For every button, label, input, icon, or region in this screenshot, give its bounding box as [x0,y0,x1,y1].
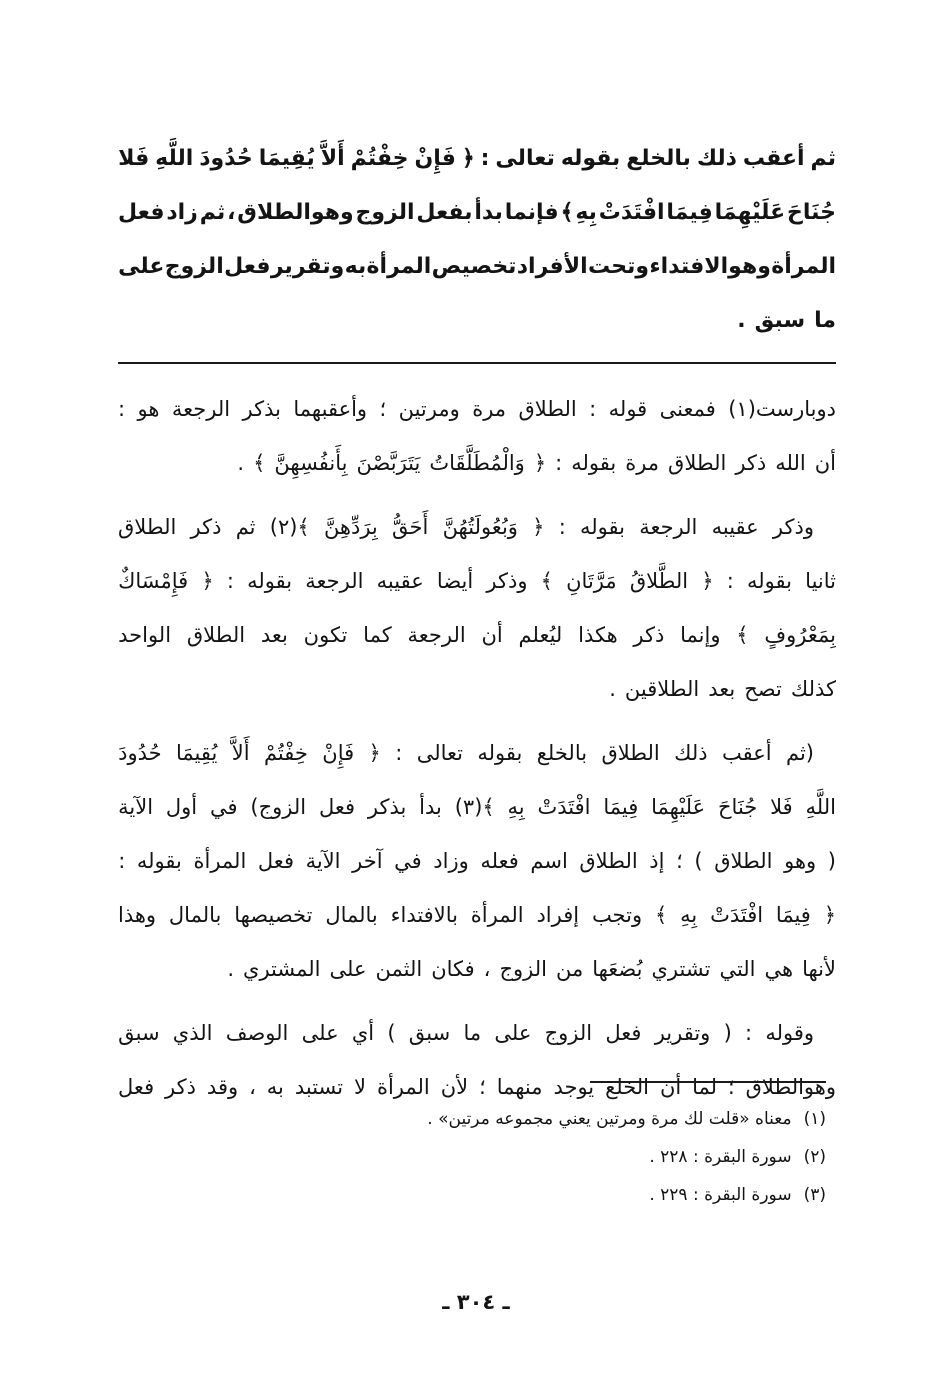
word: الزوج [355,200,415,225]
main-text-line [118,186,836,240]
word: لا [354,1075,367,1099]
word: بقوله [477,741,523,765]
word: في [394,849,422,873]
word: عَلَيْهِمَا [714,200,786,225]
main-text-separator [118,362,836,364]
word: المرأة [193,849,247,873]
word: حُدُودَ [118,741,162,765]
word: على [301,1021,339,1045]
word: افْتَدَتْ [598,200,665,225]
word: ومرتين [398,397,460,421]
commentary-line [118,942,836,996]
word: بِهِ [680,903,698,927]
word: : [480,146,490,171]
word: ) [387,1021,396,1045]
word: الرجعة [171,397,231,421]
word: أي [351,1021,375,1045]
word: اسم [530,849,568,873]
word: فمعنى [659,397,716,421]
word: جُنَاحَ [718,795,758,819]
commentary-line [118,662,836,716]
word: المرأة [771,254,836,279]
word: الطلاق [668,451,727,475]
word: الطلاقين [624,677,700,701]
word: عقيبه [376,569,424,593]
word: بعد [260,623,288,647]
word: : [558,515,566,539]
word: فكان [431,957,475,981]
word: ﴿ [461,146,475,171]
word: الله [775,451,806,475]
word: ذكر [633,623,665,647]
commentary-line [118,726,836,780]
word: المرأة [366,254,432,279]
word: المشتري [243,957,321,981]
word: بذكر [242,397,281,421]
word: وتقرير [270,254,345,279]
word: ﴿ [823,903,836,927]
commentary-line [118,554,836,608]
word: زاد [166,200,198,225]
commentary-paragraph [118,1006,836,1114]
footnote-number: (١) [803,1109,826,1129]
word: وأعقبهما [293,397,368,421]
word: وهوالافتداء [649,254,771,279]
commentary-line [118,436,836,490]
word: وهوالطلاق [745,1075,836,1099]
word: ذكر [165,1075,196,1099]
word: وهوالطلاق [237,200,354,225]
word: الآية [118,795,154,819]
footnote-text: معناه «قلت لك مرة ومرتين يعني مجموعه مرتين» . [427,1109,792,1129]
word: بالمال [325,903,378,927]
word: فعل [118,1075,155,1099]
commentary-line [118,780,836,834]
word: به [266,1075,284,1099]
word: الرجعة [639,515,698,539]
word: ﴾(٢) [269,515,310,539]
word: اللَّهِ [805,795,836,819]
word: الزوج) [250,795,307,819]
word: : [726,569,734,593]
word: وتحت [587,254,650,279]
word: الذي [172,1021,213,1045]
word: بالخلع [626,146,691,171]
word: على [494,1021,532,1045]
commentary-paragraph [118,726,836,996]
commentary-line [118,1006,836,1060]
word: ثم [235,515,256,539]
word: بِرَدِّهِنَّ [323,515,378,539]
word: تصح [744,677,782,701]
word: جُنَاحَ [787,200,836,225]
footnote-number: (٢) [803,1147,826,1167]
word: ذكر [190,515,222,539]
word: بقوله [571,451,617,475]
word: فَإِنْ [322,741,355,765]
footnote [300,1100,826,1138]
word: وذكر [486,569,528,593]
word: اللَّهِ [155,146,194,171]
word: عَلَيْهِمَا [651,795,706,819]
word: دوبارست(١) [728,397,836,421]
word: ما [463,1021,482,1045]
word: بفعل [416,200,473,225]
word: : [589,397,597,421]
word: وَالْمُطَلَّقَاتُ [429,451,525,475]
word: : [118,849,126,873]
word: الواحد [118,623,172,647]
word: وهذا [118,903,157,927]
word: ذلك [674,741,708,765]
word: الطلاق [118,515,177,539]
commentary-paragraph [118,500,836,716]
footnote [300,1176,826,1214]
word: فَلا [770,795,793,819]
word: ما [814,308,836,333]
word: : [745,1021,753,1045]
word: تعالى [416,741,463,765]
word: فعل [224,254,271,279]
word: بدأ [474,200,503,225]
word: أول [165,795,198,819]
main-text-line [118,240,836,294]
word: بِهِ [507,795,525,819]
word: . [237,451,245,475]
word: الزوج [544,1021,593,1045]
word: قوله [608,397,648,421]
word: افْتَدَتْ [537,795,591,819]
word: خِفْتُمْ [350,146,409,171]
word: وزاد [433,849,469,873]
word: سبق [118,1021,160,1045]
word: يوجد [553,1075,595,1099]
word: الأفراد [516,254,588,279]
main-text-line [118,132,836,186]
commentary-paragraph [118,382,836,490]
word: بقوله [560,146,621,171]
word: الرجعة [407,623,466,647]
word: آخر [352,849,383,873]
word: فعل [257,849,294,873]
footnote-text: سورة البقرة : ٢٢٨ . [649,1147,792,1167]
word: ﴿ [701,569,714,593]
word: بقوله [579,515,625,539]
word: ﴾ [540,569,553,593]
word: ثم [199,200,226,225]
word: ؛ [479,1075,486,1099]
word: الثمن [375,957,423,981]
word: فِيمَا [775,903,811,927]
word: الآية [305,849,341,873]
word: . [227,957,235,981]
commentary-line [118,888,836,942]
word: ، [483,957,491,981]
word: بالخلع [536,741,588,765]
word: خِفْتُمْ [263,741,308,765]
word: الخلع [605,1075,649,1099]
word: لما [692,1075,718,1099]
word: مرة [625,451,660,475]
word: وتقرير [654,1021,711,1045]
word: ثانيا [805,569,836,593]
word: ( [827,849,836,873]
main-text-block [118,132,836,348]
word: ﴿ [533,451,547,475]
word: بُضعَها [592,957,643,981]
word: كذلك [790,677,836,701]
word: بقوله [747,569,792,593]
word: فَلا [118,146,150,171]
word: بقوله [136,849,182,873]
word: بذكر [367,795,407,819]
word: : [395,741,403,765]
word: مَرَّتَانِ [566,569,617,593]
word: . [609,677,616,701]
word: (ثم [785,741,814,765]
word: الزوج [164,254,224,279]
word: يُقِيمَا [176,741,218,765]
word: أَلاَّ [320,146,345,171]
word: تشتري [651,957,711,981]
word: ؛ [676,849,683,873]
word: الطلاق [518,397,577,421]
word: وإنما [680,623,721,647]
word: كما [363,623,392,647]
word: ﴾ [736,623,749,647]
footnote-separator [590,1081,826,1083]
word: الطلاق [601,741,660,765]
word: افْتَدَتْ [710,903,764,927]
word: بِهِ [575,200,597,225]
word: بالافتداء [390,903,458,927]
word: المرأة [376,1075,430,1099]
word: ؛ [379,397,387,421]
word: لأنها [802,957,836,981]
word: وقد [206,1075,239,1099]
main-text-line [118,294,836,348]
commentary-line [118,608,836,662]
word: فعل [605,1021,642,1045]
word: حُدُودَ [199,146,253,171]
word: على [329,957,367,981]
word: أَحَقُّ [392,515,429,539]
word: يُقِيمَا [258,146,315,171]
word: وقوله [765,1021,814,1045]
word: الطَّلاقُ [629,569,689,593]
word: منهما [496,1075,543,1099]
word: فإنما [504,200,559,225]
page-number: ـ ٣٠٤ ـ [442,1290,510,1314]
word: بقوله [247,569,293,593]
word: بعد [708,677,736,701]
word: أن [481,623,503,647]
word: بِأَنفُسِهِنَّ [274,451,348,475]
word: فعل [118,200,165,225]
footnote-number: (٣) [803,1185,826,1205]
word: وَبُعُولَتُهُنَّ [442,515,518,539]
word: ﴾ [253,451,266,475]
word: تخصيص [431,254,517,279]
word: ( [723,1021,732,1045]
word: فعل [318,795,356,819]
word: الزوج [499,957,547,981]
word: مرة [472,397,507,421]
word: وذكر [772,515,814,539]
word: تخصيصها [234,903,313,927]
word: أن [814,451,836,475]
footnotes-block [300,1100,826,1214]
word: بدأ [419,795,442,819]
word: سبق [754,308,806,333]
commentary-line [118,382,836,436]
word: يَتَرَبَّصْنَ [356,451,421,475]
word: ﴾(٣) [454,795,495,819]
word: على [118,254,165,279]
word: لأن [440,1075,469,1099]
word: الوصف [225,1021,289,1045]
word: : [118,397,126,421]
word: ) [694,849,703,873]
word: به [344,254,367,279]
word: تعالى [495,146,555,171]
word: تستبد [294,1075,344,1099]
word: ، [249,1075,256,1099]
word: الطلاق [186,623,246,647]
word: ؛ [728,1075,735,1099]
commentary-line [118,834,836,888]
word: ، [227,200,236,225]
word: فعله [480,849,519,873]
word: ﴾ [654,903,668,927]
word: الطلاق [579,849,638,873]
word: أن [659,1075,682,1099]
commentary-line [118,500,836,554]
word: ذكر [735,451,767,475]
word: أيضا [436,569,474,593]
word: . [737,308,746,333]
commentary-block [118,382,836,1124]
word: فَإِمْسَاكٌ [118,569,189,593]
word: فَإِنْ [414,146,456,171]
word: التي [719,957,756,981]
word: هو [137,397,160,421]
word: من [555,957,584,981]
word: هكذا [578,623,618,647]
word: : [555,451,563,475]
word: : [226,569,234,593]
word: ذلك [696,146,737,171]
word: المرأة [470,903,524,927]
word: سبق [408,1021,451,1045]
word: ﴿ [368,741,381,765]
word: في [209,795,238,819]
word: الطلاق [714,849,773,873]
word: بالمال [168,903,222,927]
word: ﴾ [560,200,574,225]
word: ثم [810,146,836,171]
word: عقيبه [711,515,759,539]
word: إذ [649,849,665,873]
word: بِمَعْرُوفٍ [764,623,836,647]
word: فِيمَا [603,795,639,819]
word: أَلاَّ [231,741,250,765]
word: إفراد [536,903,580,927]
word: وهو [784,849,817,873]
word: تكون [303,623,348,647]
word: ﴿ [201,569,214,593]
word: الرجعة [305,569,364,593]
word: أعقب [721,741,772,765]
word: أعقب [742,146,805,171]
word: فِيمَا [666,200,713,225]
footnote [300,1138,826,1176]
word: ليُعلم [518,623,563,647]
word: ﴿ [532,515,545,539]
footnote-text: سورة البقرة : ٢٢٩ . [649,1185,792,1205]
word: هي [764,957,794,981]
word: وتجب [591,903,643,927]
